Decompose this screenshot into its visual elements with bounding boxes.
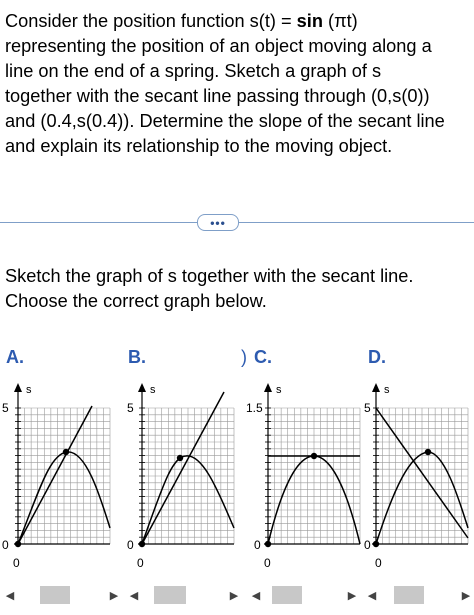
option-c-label[interactable]: C. (254, 347, 272, 367)
point-start-d (373, 541, 379, 547)
option-d-label[interactable]: D. (368, 347, 386, 367)
graph-option-d[interactable] (358, 378, 474, 578)
prompt-line-2: Choose the correct graph below. (5, 291, 267, 311)
scroll-right-icon-d[interactable]: ▶ (461, 589, 471, 602)
sin-function: sin (296, 11, 323, 31)
option-b-label[interactable]: B. (128, 347, 146, 367)
option-a-label[interactable]: A. (6, 347, 24, 367)
expand-more-button[interactable]: ••• (197, 214, 239, 231)
y-axis-arrow-b (138, 383, 146, 392)
y-axis-label-a: s (26, 384, 32, 396)
y-axis-label-b: s (150, 384, 156, 396)
scroll-thumb-c[interactable] (272, 586, 302, 604)
scroll-right-icon-c[interactable]: ▶ (347, 589, 357, 602)
scrollbar-a[interactable] (4, 585, 120, 605)
secant-a (18, 406, 92, 544)
grid-d (372, 408, 468, 544)
scroll-thumb-d[interactable] (394, 586, 424, 604)
point-end-a (63, 449, 69, 455)
y-tick-c: 1.5 (246, 401, 263, 415)
scroll-left-icon-b[interactable]: ◀ (129, 589, 139, 602)
y-tick-d: 5 (364, 401, 371, 415)
answer-prompt (5, 264, 413, 314)
scroll-thumb-a[interactable] (40, 586, 70, 604)
question-text (5, 9, 474, 159)
y-axis-arrow-a (14, 383, 22, 392)
y-zero-tick-a: 0 (2, 538, 9, 552)
question-line-3: line on the end of a spring. Sketch a graph of s (5, 61, 382, 81)
y-tick-b: 5 (127, 401, 134, 415)
question-line-6: and explain its relationship to the moving object. (5, 136, 393, 156)
x-tick-b: 0 (137, 556, 144, 570)
scrollbar-b[interactable] (128, 585, 240, 605)
option-c-radio-selected[interactable]: ) (241, 347, 247, 367)
scroll-left-icon-a[interactable]: ◀ (5, 589, 15, 602)
x-tick-a: 0 (13, 556, 20, 570)
x-tick-c: 0 (264, 556, 271, 570)
y-zero-tick-b: 0 (127, 538, 134, 552)
point-start-a (15, 541, 21, 547)
y-axis-label-d: s (384, 384, 390, 396)
scroll-right-icon-a[interactable]: ▶ (109, 589, 119, 602)
scrollbar-d[interactable] (366, 585, 472, 605)
y-zero-tick-c: 0 (254, 538, 261, 552)
grid-c (264, 408, 360, 544)
graph-option-b[interactable] (124, 378, 244, 578)
scrollbar-c[interactable] (250, 585, 358, 605)
point-start-c (265, 541, 271, 547)
y-axis-arrow-d (372, 383, 380, 392)
graph-option-c[interactable] (244, 378, 364, 578)
question-line-2: representing the position of an object moving along a (5, 36, 432, 56)
point-end-d (425, 449, 431, 455)
prompt-line-1: Sketch the graph of s together with the secant line. (5, 266, 414, 286)
scroll-left-icon-d[interactable]: ◀ (367, 589, 377, 602)
point-start-b (139, 541, 145, 547)
y-zero-tick-d: 0 (364, 538, 371, 552)
graph-option-a[interactable] (0, 378, 120, 578)
question-line-4: together with the secant line passing through (0,s(0)) (5, 86, 430, 106)
point-end-c (311, 453, 317, 459)
question-line-1: Consider the position function s(t) = sin (πt) (5, 11, 358, 31)
y-axis-arrow-c (264, 383, 272, 392)
scroll-right-icon-b[interactable]: ▶ (229, 589, 239, 602)
point-end-b (177, 455, 183, 461)
scroll-thumb-b[interactable] (154, 586, 186, 604)
x-tick-d: 0 (375, 556, 382, 570)
question-line-5: and (0.4,s(0.4)). Determine the slope of the secant line (5, 111, 445, 131)
y-tick-a: 5 (2, 401, 9, 415)
scroll-left-icon-c[interactable]: ◀ (251, 589, 261, 602)
y-axis-label-c: s (276, 384, 282, 396)
